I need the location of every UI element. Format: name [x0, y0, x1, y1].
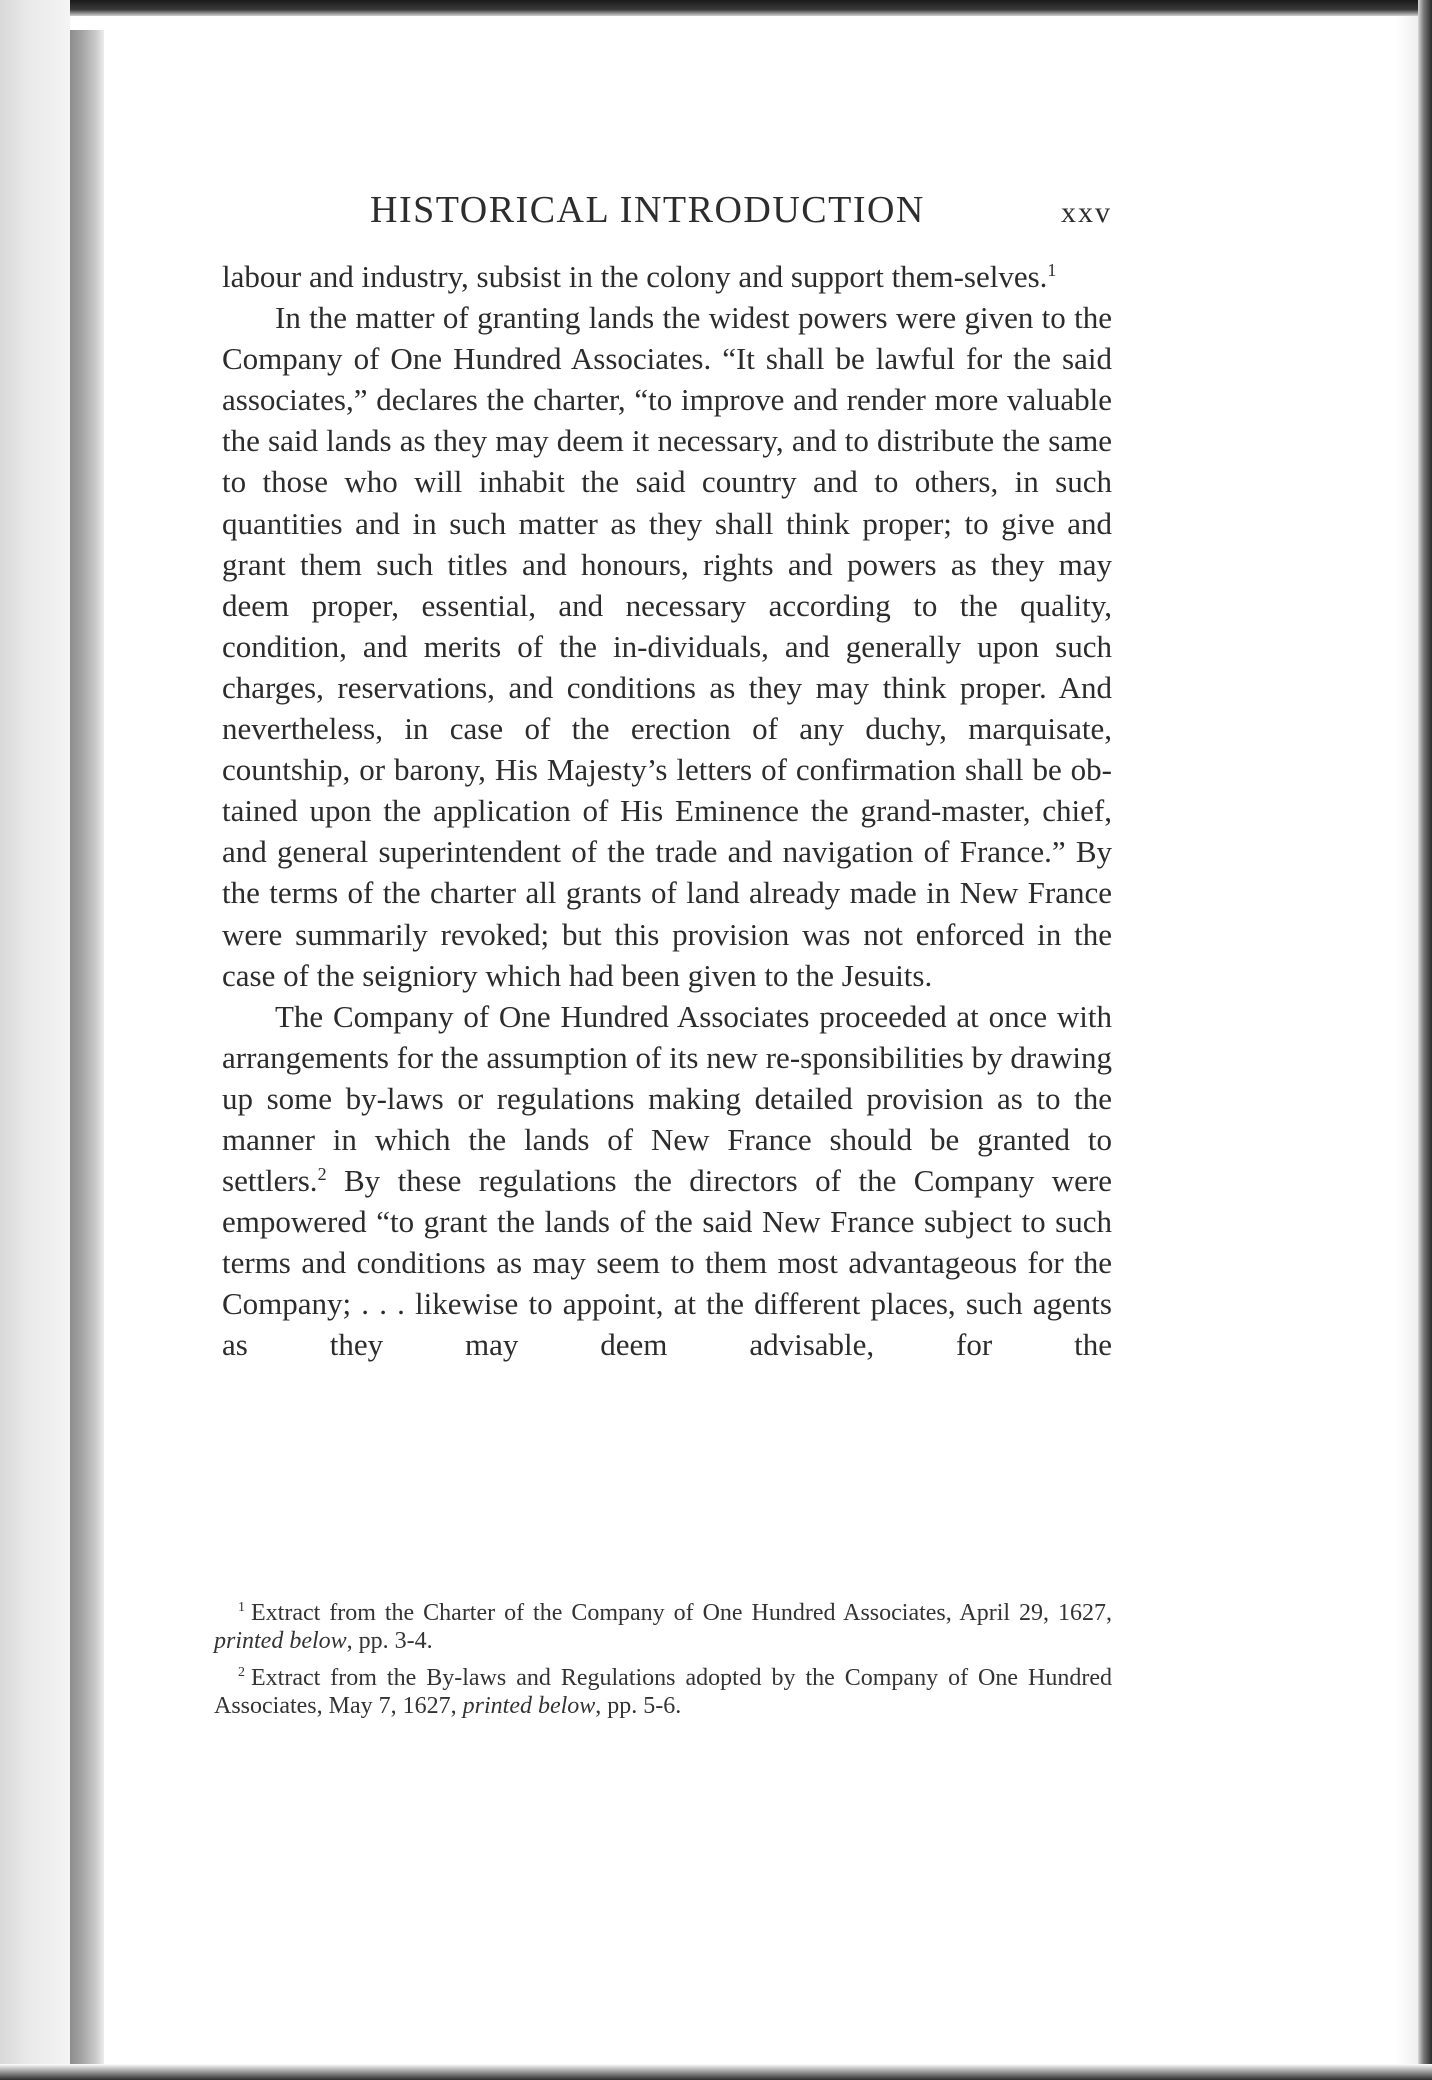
scan-top-edge: [0, 0, 1432, 16]
scan-bottom-edge: [0, 2064, 1432, 2080]
page-right-gutter: [1396, 16, 1418, 2080]
footnote: [214, 1594, 1112, 1655]
paragraph-continuation: [222, 256, 1112, 297]
footnote-text: Extract from the By-laws and Regulations adopted by the Company of One Hundred Associates, May 7, 1627,: [214, 1665, 1112, 1719]
book-spine-shadow: [70, 30, 104, 2080]
footnote-tail: , pp. 3-4.: [346, 1628, 433, 1654]
footnote-mark: 2: [238, 1665, 245, 1680]
scan-right-edge: [1418, 0, 1432, 2080]
footnote-text: Extract from the Charter of the Company of One Hundred Associates, April 29, 1627,: [251, 1600, 1112, 1626]
footnote-tail: , pp. 5-6.: [595, 1693, 682, 1719]
footnote-reference: 2: [317, 1164, 327, 1185]
paragraph-text: By these regulations the directors of the Company were empowered “to grant the lands of the said New France subject to such terms and conditions as may seem to them most advantageous for the Company; . . . likewise to appoint, at the different places, such agents as they may deem advisable, for the: [222, 1163, 1112, 1363]
footnote-reference: 1: [1047, 260, 1057, 280]
paragraph-text: In the matter of granting lands the widest powers were given to the Company of One Hundred Associates. “It shall be lawful for the said associates,” declares the charter, “to improve and render more valuable the said lands as they may deem it necessary, and to distribute the same to those who will inhabit the said country and to others, in such quantities and in such matter as they shall think proper; to give and grant them such titles and honours, rights and powers as they may deem proper, essential, and necessary according to the quality, condition, and merits of the in-dividuals, and generally upon such charges, reservations, and conditions as they may think proper. And nevertheless, in case of the erection of any duchy, marquisate, countship, or barony, His Majesty’s letters of confirmation shall be ob-tained upon the application of His Eminence the grand-master, chief, and general superintendent of the trade and navigation of France.” By the terms of the charter all grants of land already made in New France were summarily revoked; but this provision was not enforced in the case of the seigniory which had been given to the Jesuits.: [222, 300, 1112, 993]
paragraph: [222, 996, 1112, 1366]
footnote-italic: printed below: [462, 1693, 596, 1719]
scan-left-margin: [0, 0, 70, 2080]
footnotes: [214, 1594, 1112, 1724]
paragraph: [222, 297, 1112, 996]
page-number: xxv: [1061, 196, 1112, 229]
running-head-title: HISTORICAL INTRODUCTION: [370, 189, 925, 231]
footnote-italic: printed below: [214, 1628, 347, 1654]
paragraph-text: The Company of One Hundred Associates proceeded at once with arrangements for the assumption of its new re-sponsibilities by drawing up some by-laws or regulations making detailed provision as to the manner in which the lands of New France should be granted to settlers.: [222, 998, 1112, 1199]
running-head: [222, 188, 1112, 238]
body-text: [222, 256, 1112, 1366]
paragraph-text: labour and industry, subsist in the colony and support them-selves.: [222, 259, 1048, 294]
footnote-mark: 1: [238, 1600, 245, 1615]
footnote: [214, 1659, 1112, 1720]
